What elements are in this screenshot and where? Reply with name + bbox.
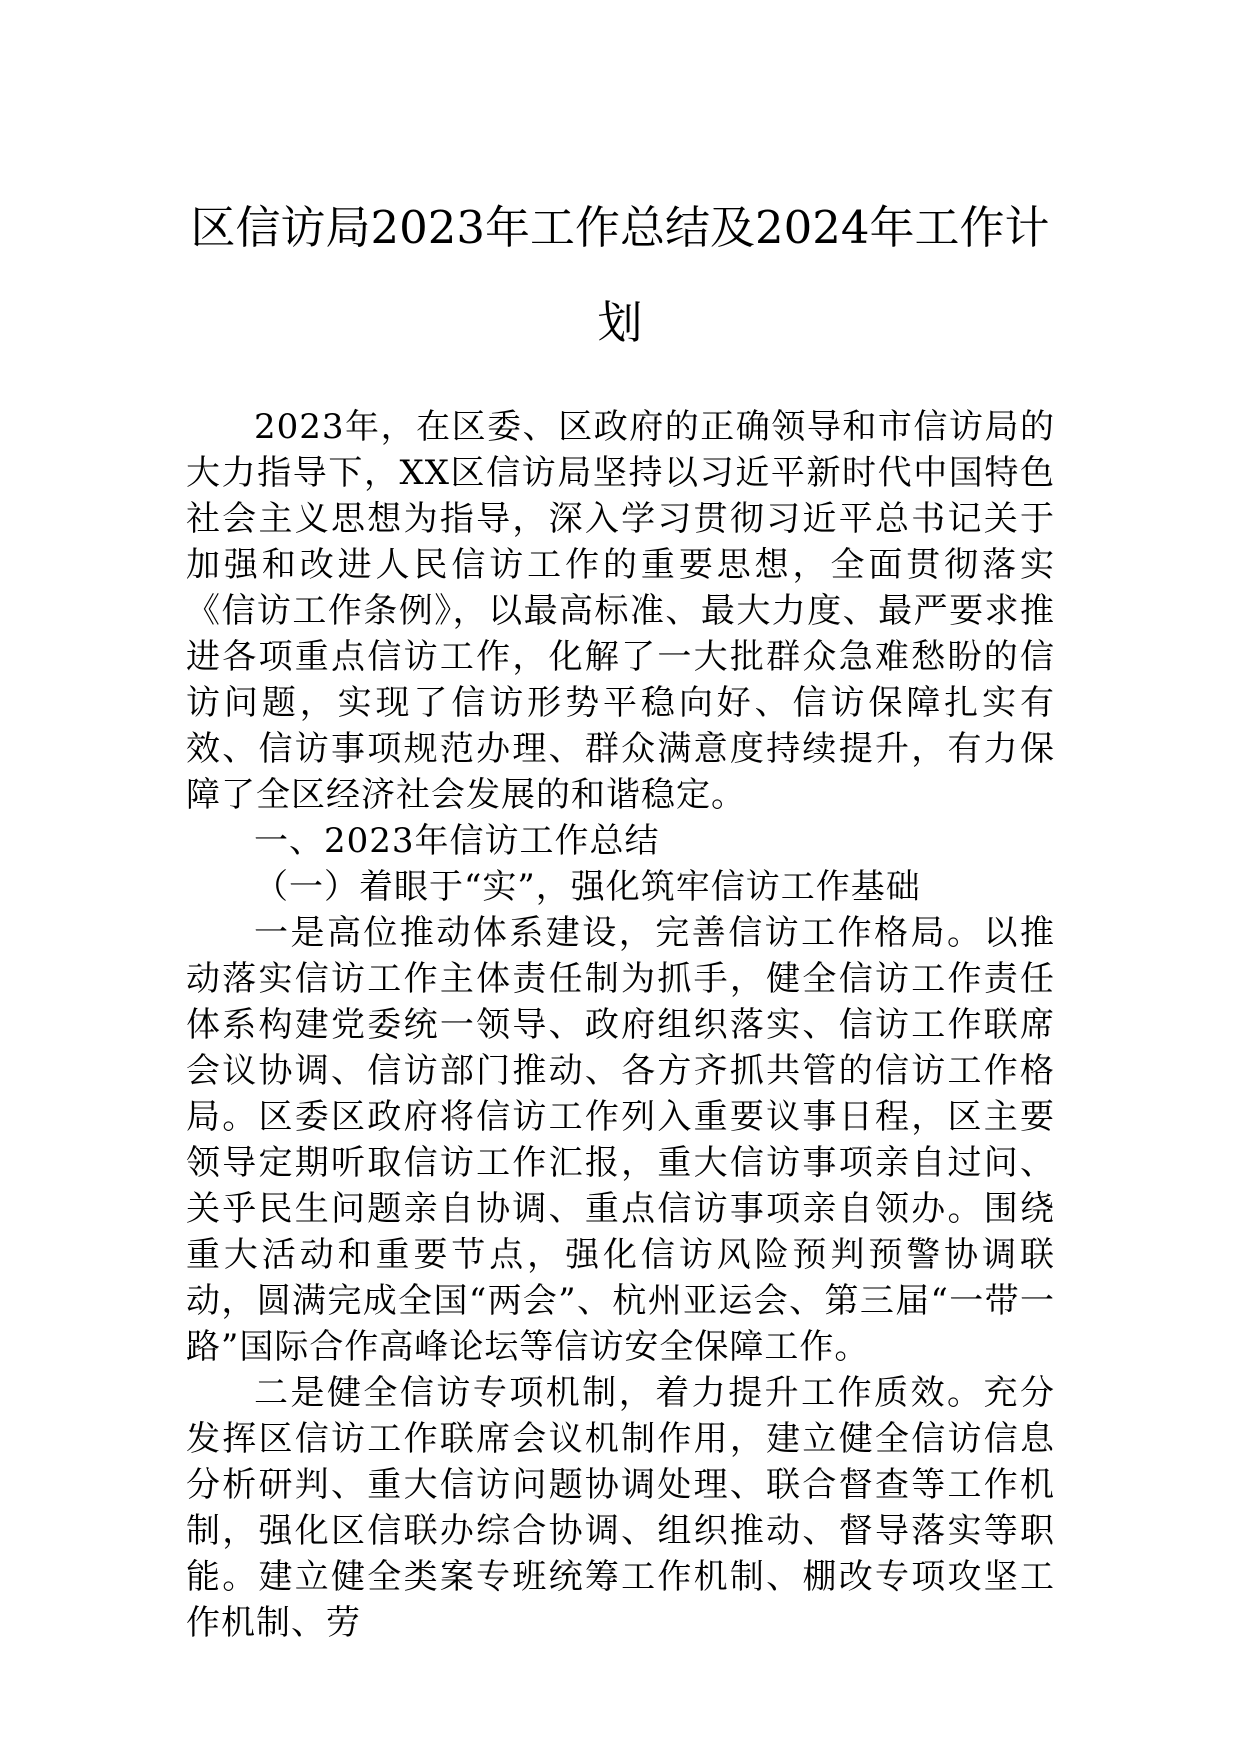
subsection-heading: （一）着眼于“实”，强化筑牢信访工作基础	[254, 867, 921, 907]
body-paragraph-1: 一是高位推动体系建设，完善信访工作格局。以推动落实信访工作主体责任制为抓手，健全信访工作责任体系构建党委统一领导、政府组织落实、信访工作联席会议协调、信访部门推动、各方齐抓共管的信访工作格局。区委区政府将信访工作列入重要议事日程，区主要领导定期听取信访工作汇报，重大信访事项亲自过问、关乎民生问题亲自协调、重点信访事项亲自领办。围绕重大活动和重要节点，强化信访风险预判预警协调联动，圆满完成全国“两会”、杭州亚运会、第三届“一带一路”国际合作高峰论坛等信访安全保障工作。	[186, 913, 1055, 1367]
document-body	[186, 404, 1055, 1646]
document-title: 区信访局2023年工作总结及2024年工作计划	[190, 201, 1050, 349]
body-paragraph-2: 二是健全信访专项机制，着力提升工作质效。充分发挥区信访工作联席会议机制作用，建立健全信访信息分析研判、重大信访问题协调处理、联合督查等工作机制，强化区信联办综合协调、组织推动、督导落实等职能。建立健全类案专班统筹工作机制、棚改专项攻坚工作机制、劳	[186, 1373, 1055, 1643]
intro-paragraph: 2023年，在区委、区政府的正确领导和市信访局的大力指导下，XX区信访局坚持以习近平新时代中国特色社会主义思想为指导，深入学习贯彻习近平总书记关于加强和改进人民信访工作的重要思想，全面贯彻落实《信访工作条例》，以最高标准、最大力度、最严要求推进各项重点信访工作，化解了一大批群众急难愁盼的信访问题，实现了信访形势平稳向好、信访保障扎实有效、信访事项规范办理、群众满意度持续提升，有力保障了全区经济社会发展的和谐稳定。	[186, 407, 1055, 815]
section-heading: 一、2023年信访工作总结	[254, 821, 660, 861]
